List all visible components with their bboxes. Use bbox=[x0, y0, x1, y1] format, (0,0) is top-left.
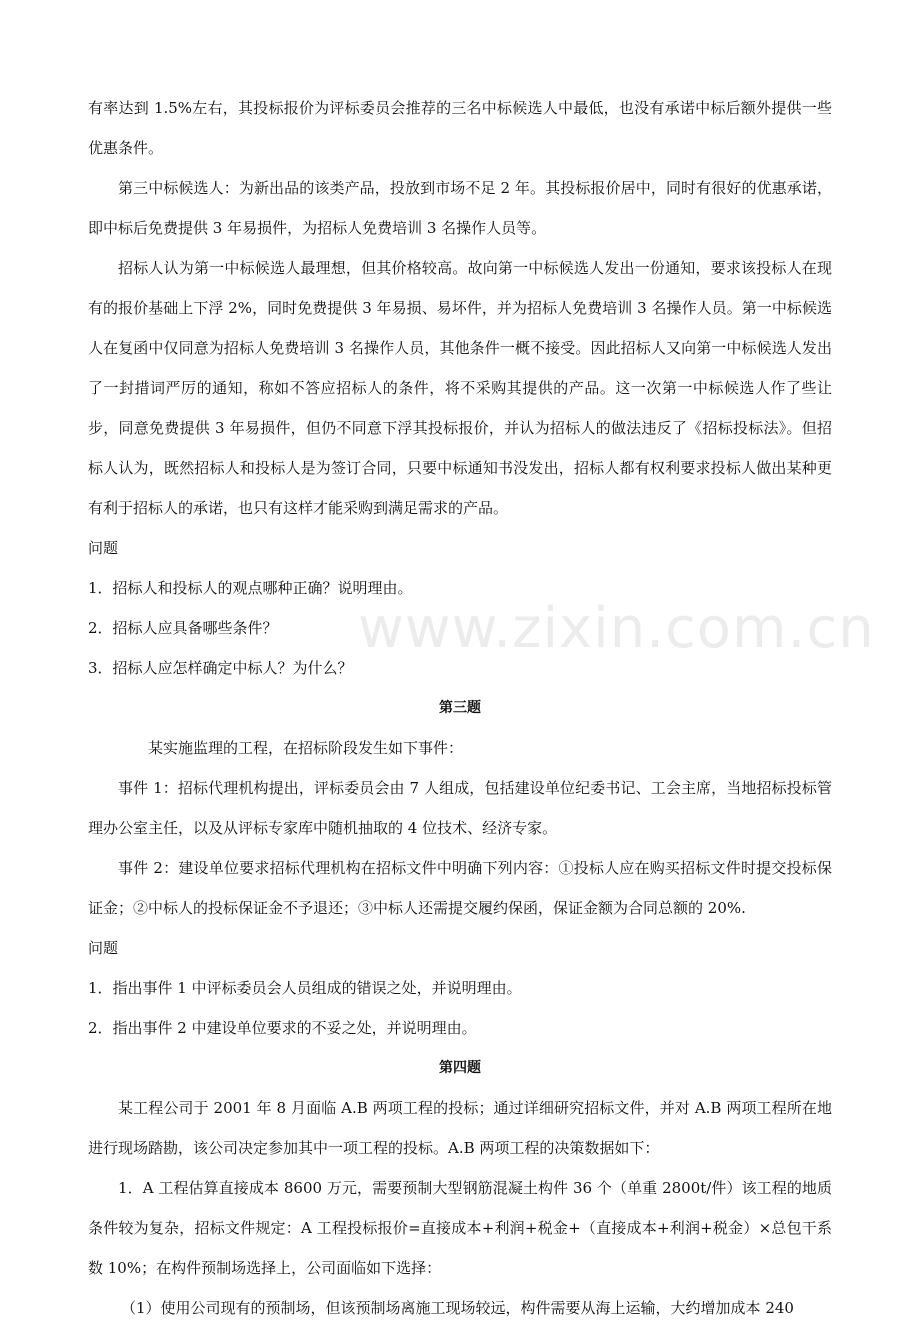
section3-event-2: 事件 2：建设单位要求招标代理机构在招标文件中明确下列内容：①投标人应在购买招标文件时提交投标保证金；②中标人的投标保证金不予退还；③中标人还需提交履约保函，保证金额为合同总额的 20%. bbox=[88, 859, 832, 917]
section3-intro: 某实施监理的工程，在招标阶段发生如下事件： bbox=[148, 739, 464, 757]
section4-option-1: （1）使用公司现有的预制场，但该预制场离施工现场较远，构件需要从海上运输，大约增加成本 240 bbox=[121, 1299, 794, 1317]
question-item: 1．招标人和投标人的观点哪种正确？说明理由。 bbox=[88, 579, 413, 597]
watermark: www.zixin.com.cn bbox=[358, 596, 875, 661]
paragraph-third-candidate: 第三中标候选人：为新出品的该类产品，投放到市场不足 2 年。其投标报价居中，同时有很好的优惠承诺，即中标后免费提供 3 年易损件，为招标人免费培训 3 名操作人员等。 bbox=[88, 179, 832, 237]
paragraph-continuation: 有率达到 1.5%左右，其投标报价为评标委员会推荐的三名中标候选人中最低，也没有承诺中标后额外提供一些优惠条件。 bbox=[88, 99, 832, 157]
question-item: 1．指出事件 1 中评标委员会人员组成的错误之处，并说明理由。 bbox=[88, 979, 522, 997]
section4-item-1: 1．A 工程估算直接成本 8600 万元，需要预制大型钢筋混凝土构件 36 个（单重 2800t/件）该工程的地质条件较为复杂，招标文件规定：A 工程投标报价=直接成本+利润+税金+（直接成本+利润+税金）×总包干系数 10%；在构件预制场选择上，公司面临如下选择： bbox=[88, 1179, 832, 1277]
question-item: 2．指出事件 2 中建设单位要求的不妥之处，并说明理由。 bbox=[88, 1019, 477, 1037]
question-item: 2．招标人应具备哪些条件？ bbox=[88, 619, 278, 637]
section3-event-1: 事件 1：招标代理机构提出，评标委员会由 7 人组成，包括建设单位纪委书记、工会主席，当地招标投标管理办公室主任，以及从评标专家库中随机抽取的 4 位技术、经济专家。 bbox=[88, 779, 832, 837]
questions-label: 问题 bbox=[88, 539, 119, 557]
section-title-4: 第四题 bbox=[439, 1060, 481, 1076]
document-body bbox=[88, 88, 832, 1328]
section3-questions-label: 问题 bbox=[88, 939, 119, 957]
section-title-3: 第三题 bbox=[439, 700, 481, 716]
section4-intro: 某工程公司于 2001 年 8 月面临 A.B 两项工程的投标；通过详细研究招标文件，并对 A.B 两项工程所在地进行现场踏勘，该公司决定参加其中一项工程的投标。A.B 两项工程的决策数据如下： bbox=[88, 1099, 832, 1157]
paragraph-tenderer-view: 招标人认为第一中标候选人最理想，但其价格较高。故向第一中标候选人发出一份通知，要求该投标人在现有的报价基础上下浮 2%，同时免费提供 3 年易损、易坏件，并为招标人免费培训 3 名操作人员。第一中标候选人在复函中仅同意为招标人免费培训 3 名操作人员，其他条件一概不接受。因此招标人又向第一中标候选人发出了一封措词严厉的通知，称如不答应招标人的条件，将不采购其提供的产品。这一次第一中标候选人作了些让步，同意免费提供 3 年易损件，但仍不同意下浮其投标报价，并认为招标人的做法违反了《招标投标法》。但招标人认为，既然招标人和投标人是为签订合同，只要中标通知书没发出，招标人都有权利要求投标人做出某种更有利于招标人的承诺，也只有这样才能采购到满足需求的产品。 bbox=[88, 259, 832, 517]
question-item: 3．招标人应怎样确定中标人？为什么？ bbox=[88, 659, 353, 677]
